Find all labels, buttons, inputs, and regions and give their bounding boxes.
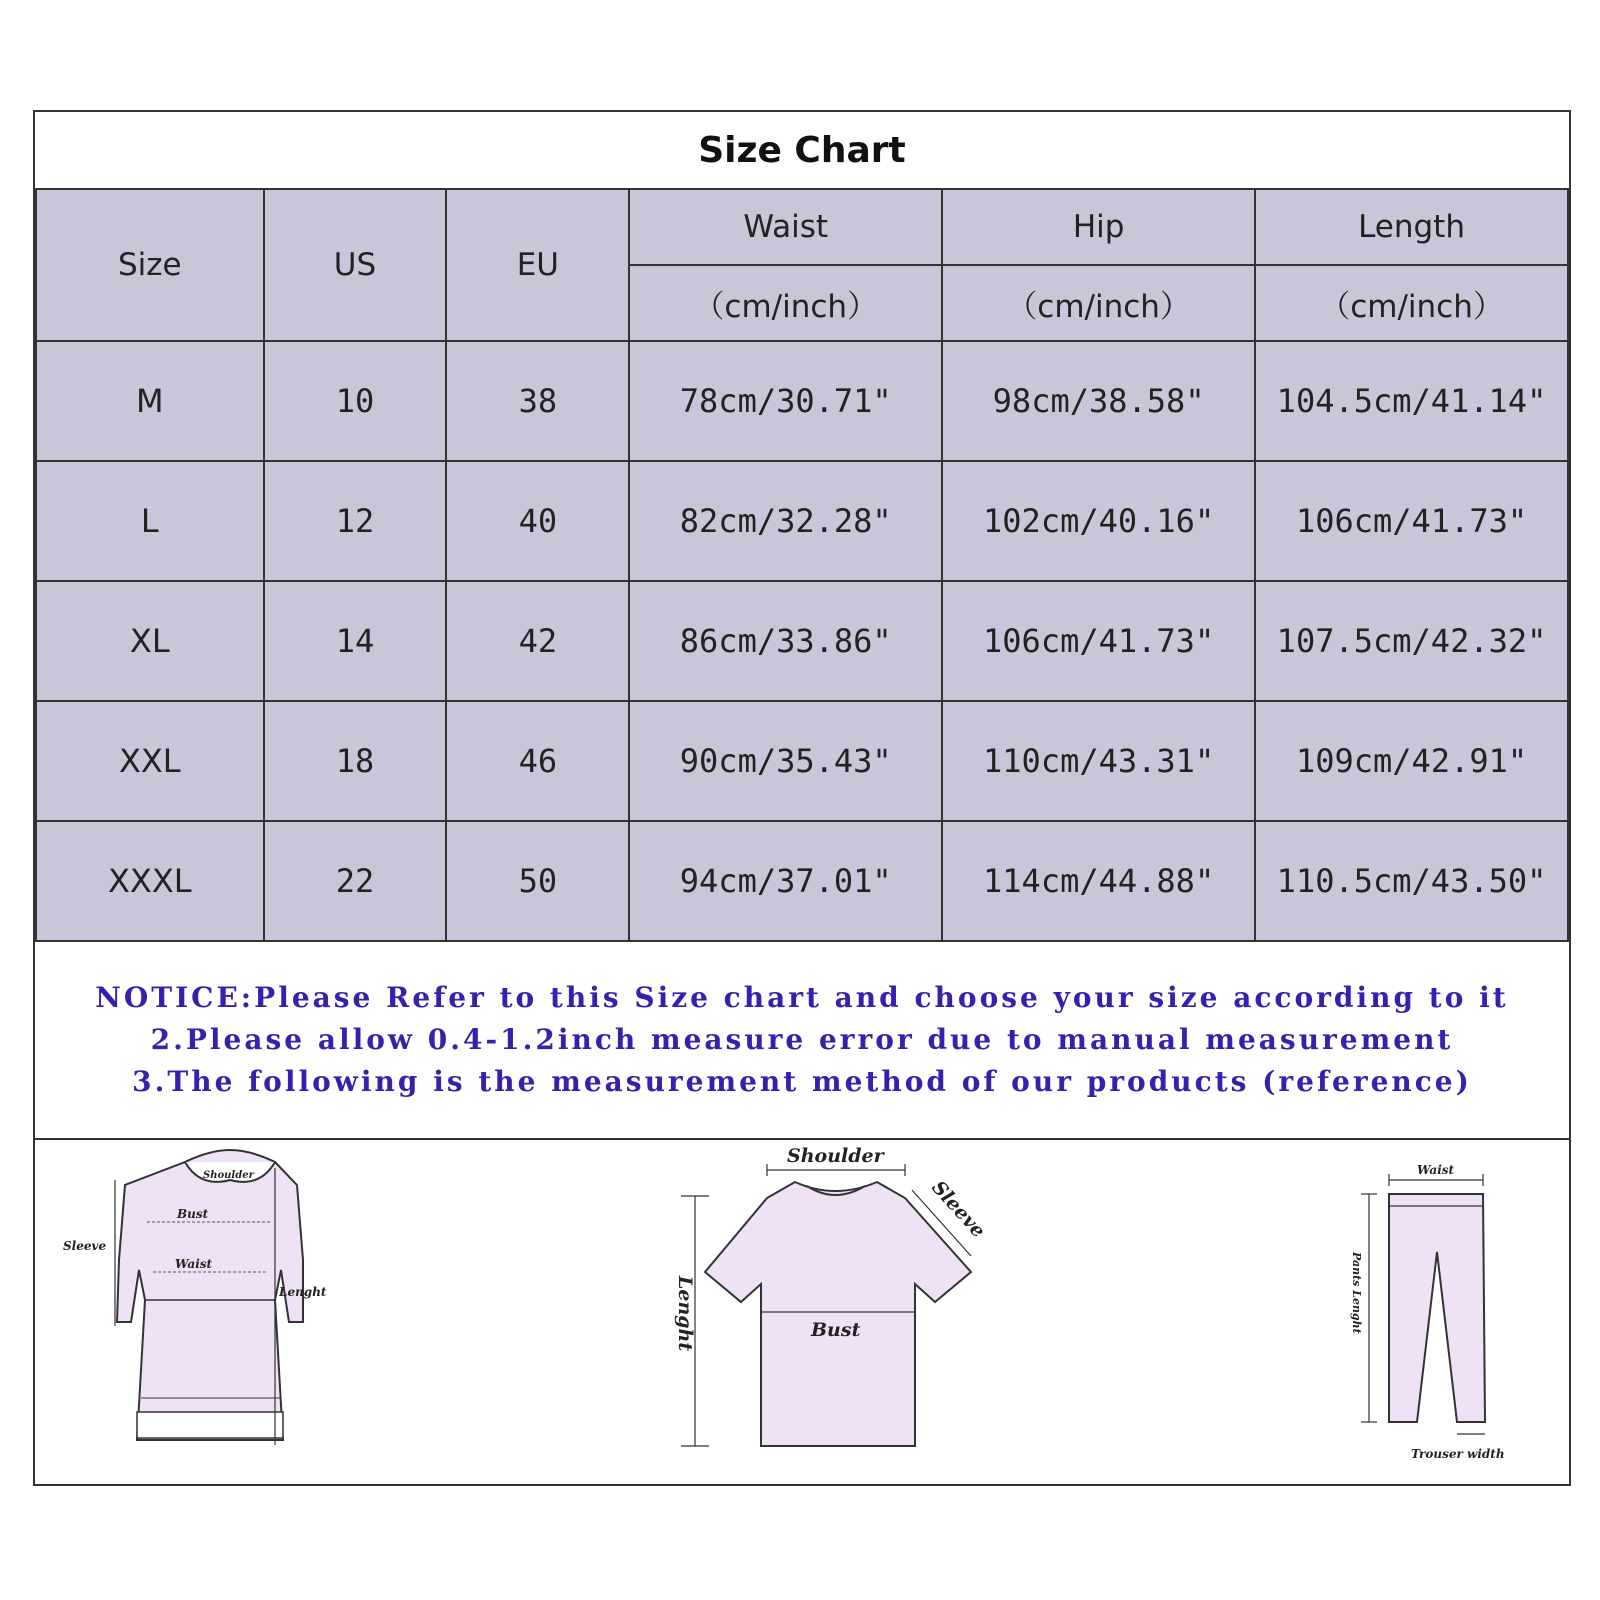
table-row xyxy=(36,341,1568,461)
dress-bust-label: Bust xyxy=(177,1207,209,1221)
cell-waist: 86cm/33.86" xyxy=(629,581,942,701)
tshirt-sleeve-label: Sleeve xyxy=(927,1176,990,1243)
header-us: US xyxy=(264,189,447,341)
cell-waist: 94cm/37.01" xyxy=(629,821,942,941)
dress-waist-label: Waist xyxy=(175,1257,213,1271)
tshirt-shoulder-label: Shoulder xyxy=(787,1145,884,1167)
cell-hip: 114cm/44.88" xyxy=(942,821,1255,941)
pants-waist-label: Waist xyxy=(1417,1163,1455,1177)
diagram-canvas xyxy=(35,1140,1569,1484)
cell-us: 12 xyxy=(264,461,447,581)
cell-us: 14 xyxy=(264,581,447,701)
cell-length: 109cm/42.91" xyxy=(1255,701,1568,821)
cell-waist: 90cm/35.43" xyxy=(629,701,942,821)
cell-us: 10 xyxy=(264,341,447,461)
header-waist-unit: （cm/inch） xyxy=(629,265,942,341)
header-eu: EU xyxy=(446,189,629,341)
dress-sleeve-label: Sleeve xyxy=(63,1239,107,1253)
cell-eu: 50 xyxy=(446,821,629,941)
chart-title: Size Chart xyxy=(35,112,1569,190)
dress-length-label: Lenght xyxy=(279,1285,327,1299)
cell-waist: 78cm/30.71" xyxy=(629,341,942,461)
table-row xyxy=(36,701,1568,821)
cell-hip: 110cm/43.31" xyxy=(942,701,1255,821)
cell-hip: 106cm/41.73" xyxy=(942,581,1255,701)
cell-eu: 40 xyxy=(446,461,629,581)
cell-length: 107.5cm/42.32" xyxy=(1255,581,1568,701)
table-row xyxy=(36,461,1568,581)
size-table xyxy=(35,188,1569,942)
header-row-1 xyxy=(36,189,1568,265)
pants-width-label: Trouser width xyxy=(1411,1447,1505,1461)
cell-eu: 42 xyxy=(446,581,629,701)
pants-length-label: Pants Lenght xyxy=(1350,1252,1363,1334)
cell-hip: 102cm/40.16" xyxy=(942,461,1255,581)
header-hip: Hip xyxy=(942,189,1255,265)
tshirt-diagram xyxy=(674,1145,989,1446)
cell-waist: 82cm/32.28" xyxy=(629,461,942,581)
cell-hip: 98cm/38.58" xyxy=(942,341,1255,461)
cell-size: L xyxy=(36,461,264,581)
cell-length: 104.5cm/41.14" xyxy=(1255,341,1568,461)
tshirt-length-label: Lenght xyxy=(674,1276,696,1352)
dress-diagram xyxy=(63,1150,327,1445)
cell-eu: 46 xyxy=(446,701,629,821)
cell-length: 110.5cm/43.50" xyxy=(1255,821,1568,941)
notice-line-2: 2.Please allow 0.4-1.2inch measure error due to manual measurement xyxy=(150,1023,1454,1056)
dress-shoulder-label: Shoulder xyxy=(203,1170,254,1181)
table-row xyxy=(36,581,1568,701)
cell-us: 18 xyxy=(264,701,447,821)
cell-us: 22 xyxy=(264,821,447,941)
header-waist: Waist xyxy=(629,189,942,265)
tshirt-bust-label: Bust xyxy=(811,1319,861,1341)
cell-length: 106cm/41.73" xyxy=(1255,461,1568,581)
size-chart-frame xyxy=(33,110,1571,1486)
notice-line-1: NOTICE:Please Refer to this Size chart and choose your size according to it xyxy=(95,981,1509,1014)
pants-diagram xyxy=(1350,1163,1505,1461)
cell-eu: 38 xyxy=(446,341,629,461)
notice-block xyxy=(35,942,1569,1140)
notice-line-3: 3.The following is the measurement method of our products (reference) xyxy=(132,1065,1472,1098)
table-row xyxy=(36,821,1568,941)
measurement-diagrams xyxy=(35,1140,1569,1484)
header-hip-unit: （cm/inch） xyxy=(942,265,1255,341)
cell-size: XL xyxy=(36,581,264,701)
cell-size: XXXL xyxy=(36,821,264,941)
header-length: Length xyxy=(1255,189,1568,265)
cell-size: M xyxy=(36,341,264,461)
cell-size: XXL xyxy=(36,701,264,821)
header-length-unit: （cm/inch） xyxy=(1255,265,1568,341)
header-size: Size xyxy=(36,189,264,341)
